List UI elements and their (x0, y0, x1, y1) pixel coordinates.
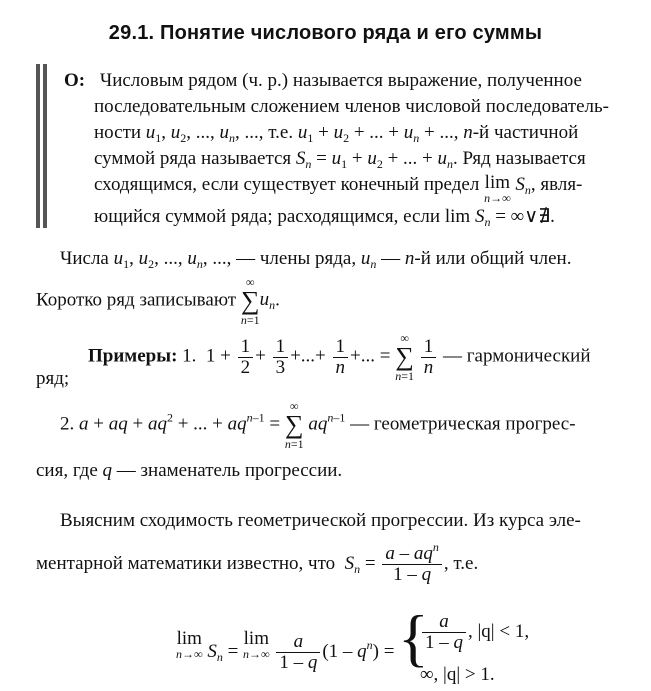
example-1-end: ряд; (36, 368, 70, 389)
definition-line-3: ности $u_1$, $u_2$, ..., $u_n$, ..., т.е. $u_1 + u_2$ + ... + $u_n$ + ..., n-й частичной (94, 122, 579, 145)
definition-line-6: ющийся суммой ряда; расходящимся, если $\lim S_n$ = ∞∨∄. (94, 206, 555, 229)
convergence-line-1: Выясним сходимость геометрической прогрессии. Из курса эле- (60, 510, 581, 531)
section-heading: 29.1. Понятие числового ряда и его суммы (108, 22, 543, 44)
definition-line-4: суммой ряда называется $S_n = u_1 + u_2$ + ... + $u_n$. Ряд называется (94, 148, 586, 171)
short-notation-line: Коротко ряд записывают ∞ ∑ n=1 $u_n$. (36, 275, 280, 327)
definition-bar-left (36, 64, 40, 228)
members-line: Числа $u_1$, $u_2$, ..., $u_n$, ..., — члены ряда, $u_n$ — n-й или общий член. (60, 248, 572, 271)
sum-symbol: ∞ ∑ n=1 (240, 275, 260, 327)
case-1: $\frac{a}{1 - q}$ , |q| < 1, (420, 610, 529, 654)
example-2-end: сия, где q — знаменатель прогрессии. (36, 460, 343, 481)
definition-line-1: Числовым рядом (ч. р.) называется выражение, полученное (99, 70, 582, 91)
example-2: 2. a + aq + $aq^2$ + ... + $aq^{n-1}$ = ∞ ∑ n=1 $aq^{n-1}$ — геометрическая прогрес- (60, 399, 576, 451)
case-2: ∞, |q| > 1. (420, 664, 495, 685)
definition-box (36, 64, 636, 232)
cases-brace: { (398, 602, 429, 673)
convergence-line-2: ментарной математики известно, что $S_n$ = $\frac{a - aq^n}{1 - q}$ , т.е. (36, 540, 479, 586)
definition-line-5: сходящимся, если существует конечный предел lim n→∞ $S_n$, явля- (94, 172, 583, 205)
definition-line-2: последовательным сложением членов числовой последователь- (94, 96, 609, 117)
limit-formula: lim n→∞ $S_n$ = lim n→∞ $\frac{a}{1 - q}$ $(1 - q^n)$ = (176, 628, 395, 674)
definition-bar-right (43, 64, 47, 228)
definition-label: О: (64, 70, 86, 91)
example-1: Примеры: 1. 1 + $\frac{1}{2}$ + $\frac{1}{3}$ +...+ $\frac{1}{n}$ +... = ∞ ∑ n=1 $\frac{1}{n}$ — гармонический (88, 331, 591, 383)
